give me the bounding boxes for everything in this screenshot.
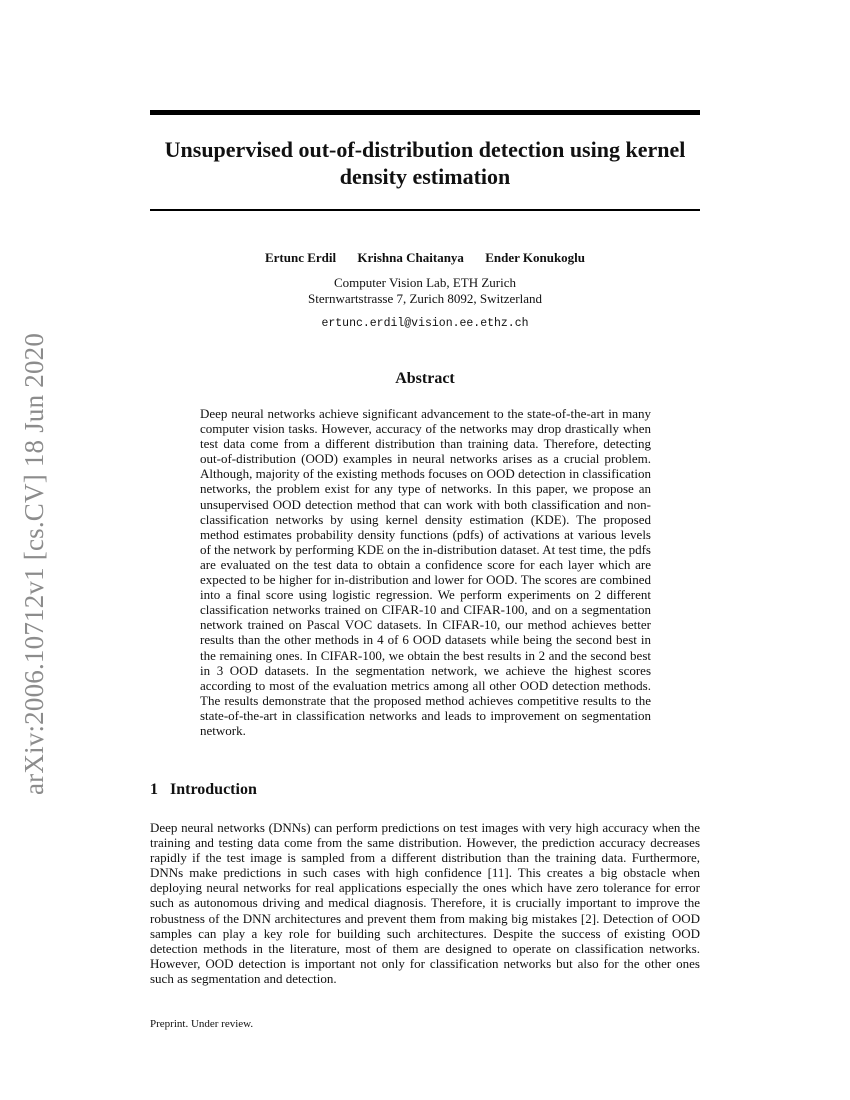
paper-title: Unsupervised out-of-distribution detection using kernel density estimation <box>164 137 686 189</box>
abstract-body: Deep neural networks achieve significant advancement to the state-of-the-art in many computer vision tasks. However, accuracy of the networks may drop drastically when test data come from a different distribution than training data. Therefore, detecting out-of-distribution (OOD) examples in neural networks arises as a crucial problem. Although, majority of the existing methods focuses on OOD detection in classification networks, the problem exist for any type of networks. In this paper, we propose an unsupervised OOD detection method that can work with both classification and non-classification networks by using kernel density estimation (KDE). The proposed method estimates probability density functions (pdfs) of activations at various levels of the network by performing KDE on the in-distribution dataset. At test time, the pdfs are evaluated on the test data to obtain a confidence score for each layer which are expected to be higher for in-distribution and lower for OOD. The scores are combined into a final score using logistic regression. We perform experiments on 2 different classification networks trained on CIFAR-10 and CIFAR-100, and on a segmentation network trained on Pascal VOC datasets. In CIFAR-10, our method achieves better results than the other methods in 4 of 6 OOD datasets while being the second best in the remaining ones. In CIFAR-100, we obtain the best results in 2 and the second best in 3 OOD datasets. In the segmentation network, we achieve the highest scores according to most of the evaluation metrics among all other OOD detection methods. The results demonstrate that the proposed method achieves competitive results to the state-of-the-art in classification networks and leads to improvement on segmentation network. <box>200 406 651 738</box>
section-heading <box>150 781 700 799</box>
introduction-body: Deep neural networks (DNNs) can perform predictions on test images with very high accuracy when the training and testing data come from the same distribution. However, the prediction accuracy decreases rapidly if the test image is sampled from a different distribution than the training data. Furthermore, DNNs make predictions in such cases with high confidence [11]. This creates a big obstacle when deploying neural networks for real applications especially the ones which have zero tolerance for error such as autonomous driving and medical diagnosis. Therefore, it is crucially important to improve the robustness of the DNN architectures and prevent them from making big mistakes [2]. Detection of OOD samples can play a key role for building such architectures. Despite the success of existing OOD detection methods in the literature, most of them are designed to operate on classification networks. However, OOD detection is important not only for classification networks but also for the other ones such as segmentation and detection. <box>150 820 700 986</box>
author-name: Ertunc Erdil <box>264 250 337 265</box>
abstract-heading: Abstract <box>395 370 455 387</box>
affiliation-line: Computer Vision Lab, ETH Zurich <box>333 275 517 290</box>
title-top-rule <box>150 110 700 115</box>
title-bottom-rule <box>150 209 700 211</box>
author-email: ertunc.erdil@vision.ee.ethz.ch <box>321 317 529 330</box>
affiliation-address: Sternwartstrasse 7, Zurich 8092, Switzerland <box>308 291 542 306</box>
author-list <box>150 250 700 266</box>
author-name: Krishna Chaitanya <box>357 250 464 265</box>
section-number: 1 <box>150 781 158 798</box>
arxiv-identifier: arXiv:2006.10712v1 [cs.CV] 18 Jun 2020 <box>19 332 49 795</box>
affiliation <box>150 275 700 307</box>
author-name: Ender Konukoglu <box>485 250 586 265</box>
preprint-footer: Preprint. Under review. <box>150 1018 254 1030</box>
section-title: Introduction <box>170 781 257 798</box>
